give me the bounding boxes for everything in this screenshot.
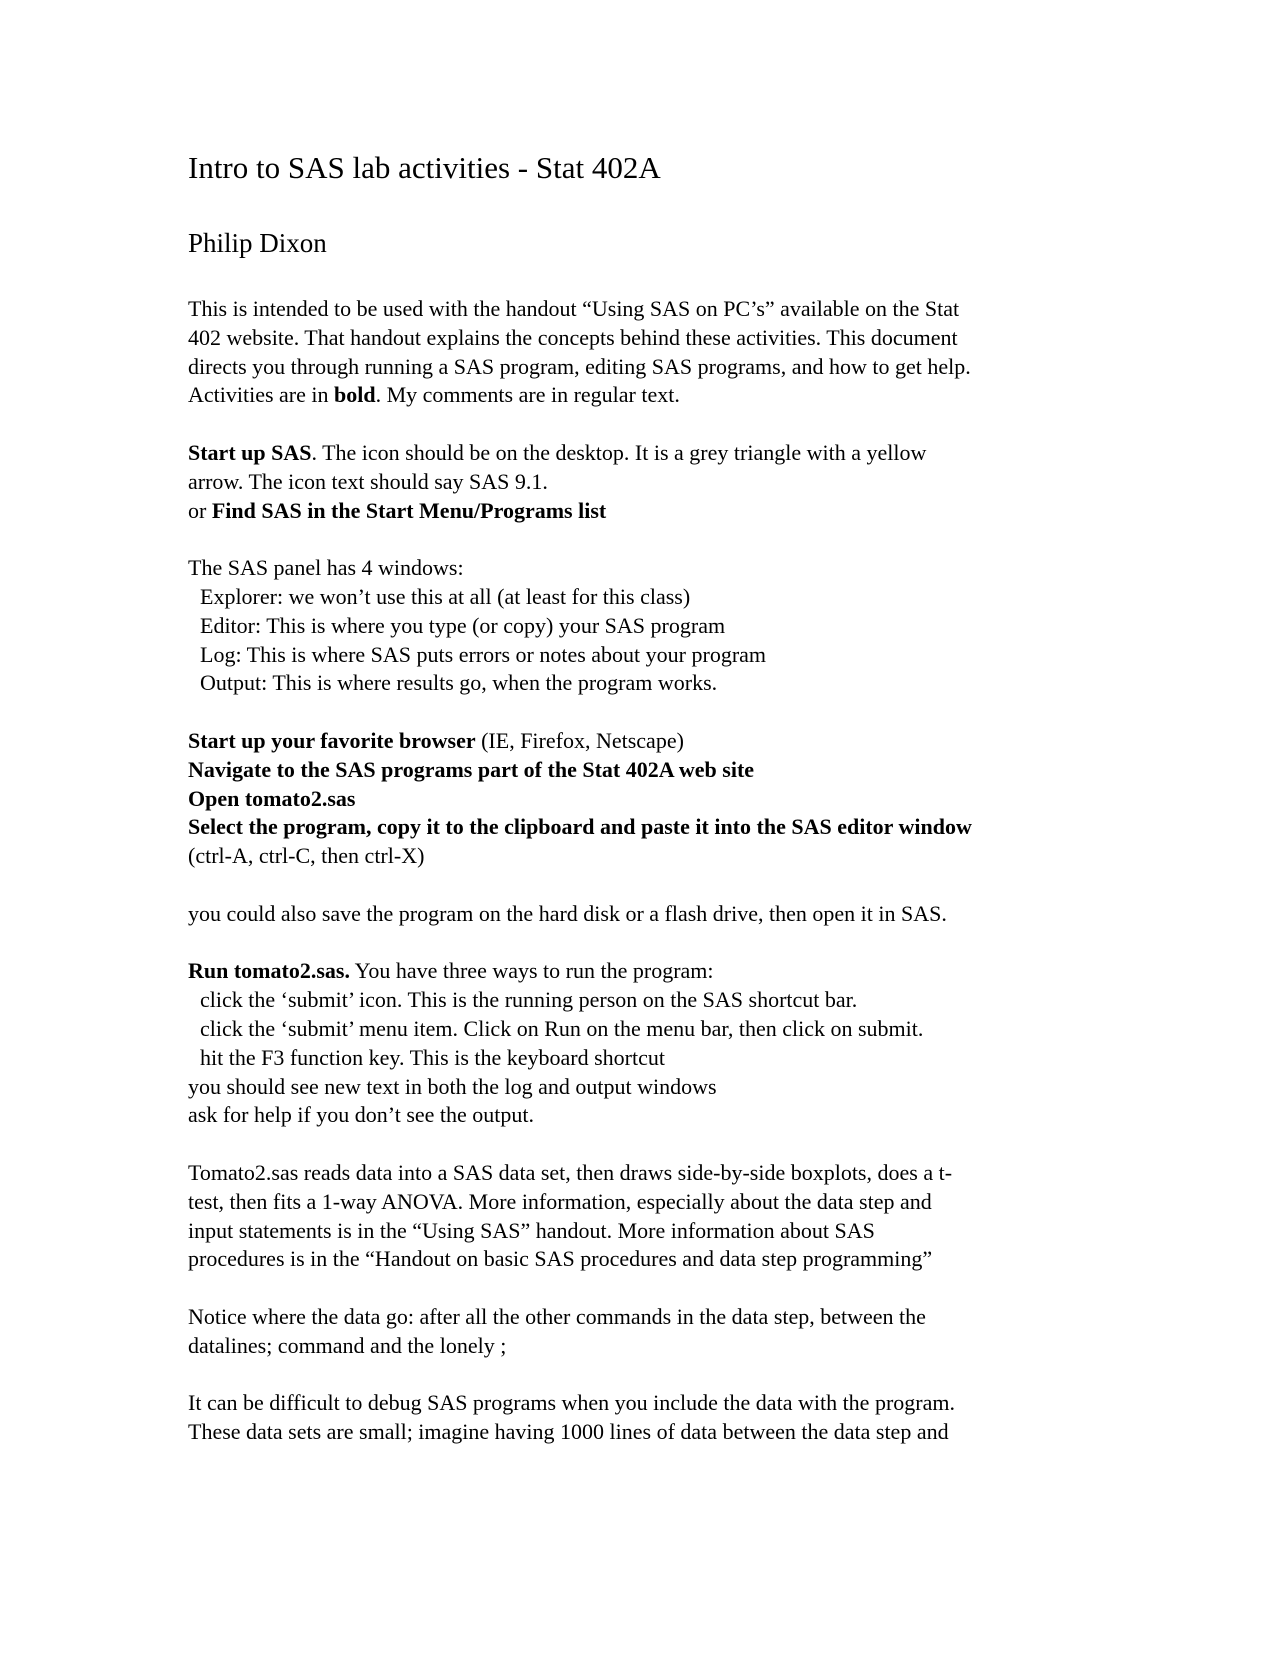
run-paragraph [188, 957, 1098, 1130]
debug-line: These data sets are small; imagine having 1000 lines of data between the data step and [188, 1419, 949, 1445]
tomato-line: input statements is in the “Using SAS” handout. More information about SAS [188, 1217, 875, 1243]
panel-paragraph [188, 554, 1098, 698]
notice-line: Notice where the data go: after all the other commands in the data step, between the [188, 1303, 926, 1329]
browser-line [188, 785, 1098, 814]
intro-paragraph [188, 295, 1098, 410]
tomato-line: Tomato2.sas reads data into a SAS data set, then draws side-by-side boxplots, does a t- [188, 1159, 953, 1185]
intro-text: Activities are in [188, 382, 335, 408]
browser-line [188, 813, 1098, 842]
browser-paragraph [188, 727, 1098, 871]
browser-text: (IE, Firefox, Netscape) [475, 727, 684, 753]
startup-line [188, 497, 1098, 526]
run-line: you should see new text in both the log and output windows [188, 1073, 717, 1099]
tomato-line: test, then fits a 1-way ANOVA. More information, especially about the data step and [188, 1188, 932, 1214]
run-way-item: click the ‘submit’ menu item. Click on Run on the menu bar, then click on submit. [200, 1015, 924, 1041]
tomato-paragraph [188, 1159, 1098, 1274]
activity-find-sas: Find SAS in the Start Menu/Programs list [211, 497, 607, 523]
browser-line: (ctrl-A, ctrl-C, then ctrl-X) [188, 843, 425, 869]
notice-paragraph [188, 1303, 1098, 1361]
or-text: or [188, 497, 212, 523]
intro-line: 402 website. That handout explains the concepts behind these activities. This document [188, 324, 958, 350]
activity-run: Run tomato2.sas. [188, 958, 350, 984]
startup-line: arrow. The icon text should say SAS 9.1. [188, 468, 548, 494]
intro-text: . My comments are in regular text. [375, 382, 680, 408]
debug-line: It can be difficult to debug SAS programs when you include the data with the program. [188, 1390, 955, 1416]
panel-window-item: Editor: This is where you type (or copy) your SAS program [200, 612, 726, 638]
panel-heading: The SAS panel has 4 windows: [188, 555, 464, 581]
browser-line [188, 756, 1098, 785]
browser-line [188, 727, 1098, 756]
run-text: You have three ways to run the program: [349, 958, 714, 984]
activity-start-sas: Start up SAS [188, 439, 312, 465]
document-body [188, 295, 1098, 1476]
activity-copy-paste: Select the program, copy it to the clipboard and paste it into the SAS editor window [188, 814, 972, 840]
run-line [188, 957, 1098, 986]
intro-line: directs you through running a SAS program, editing SAS programs, and how to get help. [188, 353, 971, 379]
activity-start-browser: Start up your favorite browser [188, 727, 476, 753]
activity-navigate: Navigate to the SAS programs part of the Stat 402A web site [188, 756, 755, 782]
document-title: Intro to SAS lab activities - Stat 402A [188, 150, 661, 185]
startup-paragraph [188, 439, 1098, 525]
run-way-item: hit the F3 function key. This is the keyboard shortcut [200, 1044, 665, 1070]
intro-line [188, 381, 1098, 410]
panel-window-item: Log: This is where SAS puts errors or notes about your program [200, 641, 767, 667]
run-way-item: click the ‘submit’ icon. This is the running person on the SAS shortcut bar. [200, 987, 858, 1013]
save-note: you could also save the program on the hard disk or a flash drive, then open it in SAS. [188, 900, 947, 926]
save-note-paragraph [188, 900, 1098, 929]
panel-window-item: Explorer: we won’t use this at all (at least for this class) [200, 583, 691, 609]
notice-line: datalines; command and the lonely ; [188, 1332, 507, 1358]
startup-text: . The icon should be on the desktop. It is a grey triangle with a yellow [311, 439, 927, 465]
tomato-line: procedures is in the “Handout on basic SAS procedures and data step programming” [188, 1246, 933, 1272]
intro-line: This is intended to be used with the handout “Using SAS on PC’s” available on the Stat [188, 296, 960, 321]
bold-word: bold [334, 382, 376, 408]
author-name: Philip Dixon [188, 228, 327, 258]
startup-line [188, 439, 1098, 468]
panel-window-item: Output: This is where results go, when the program works. [200, 670, 718, 696]
debug-paragraph [188, 1389, 1098, 1447]
run-line: ask for help if you don’t see the output. [188, 1102, 535, 1128]
activity-open-file: Open tomato2.sas [188, 785, 356, 811]
